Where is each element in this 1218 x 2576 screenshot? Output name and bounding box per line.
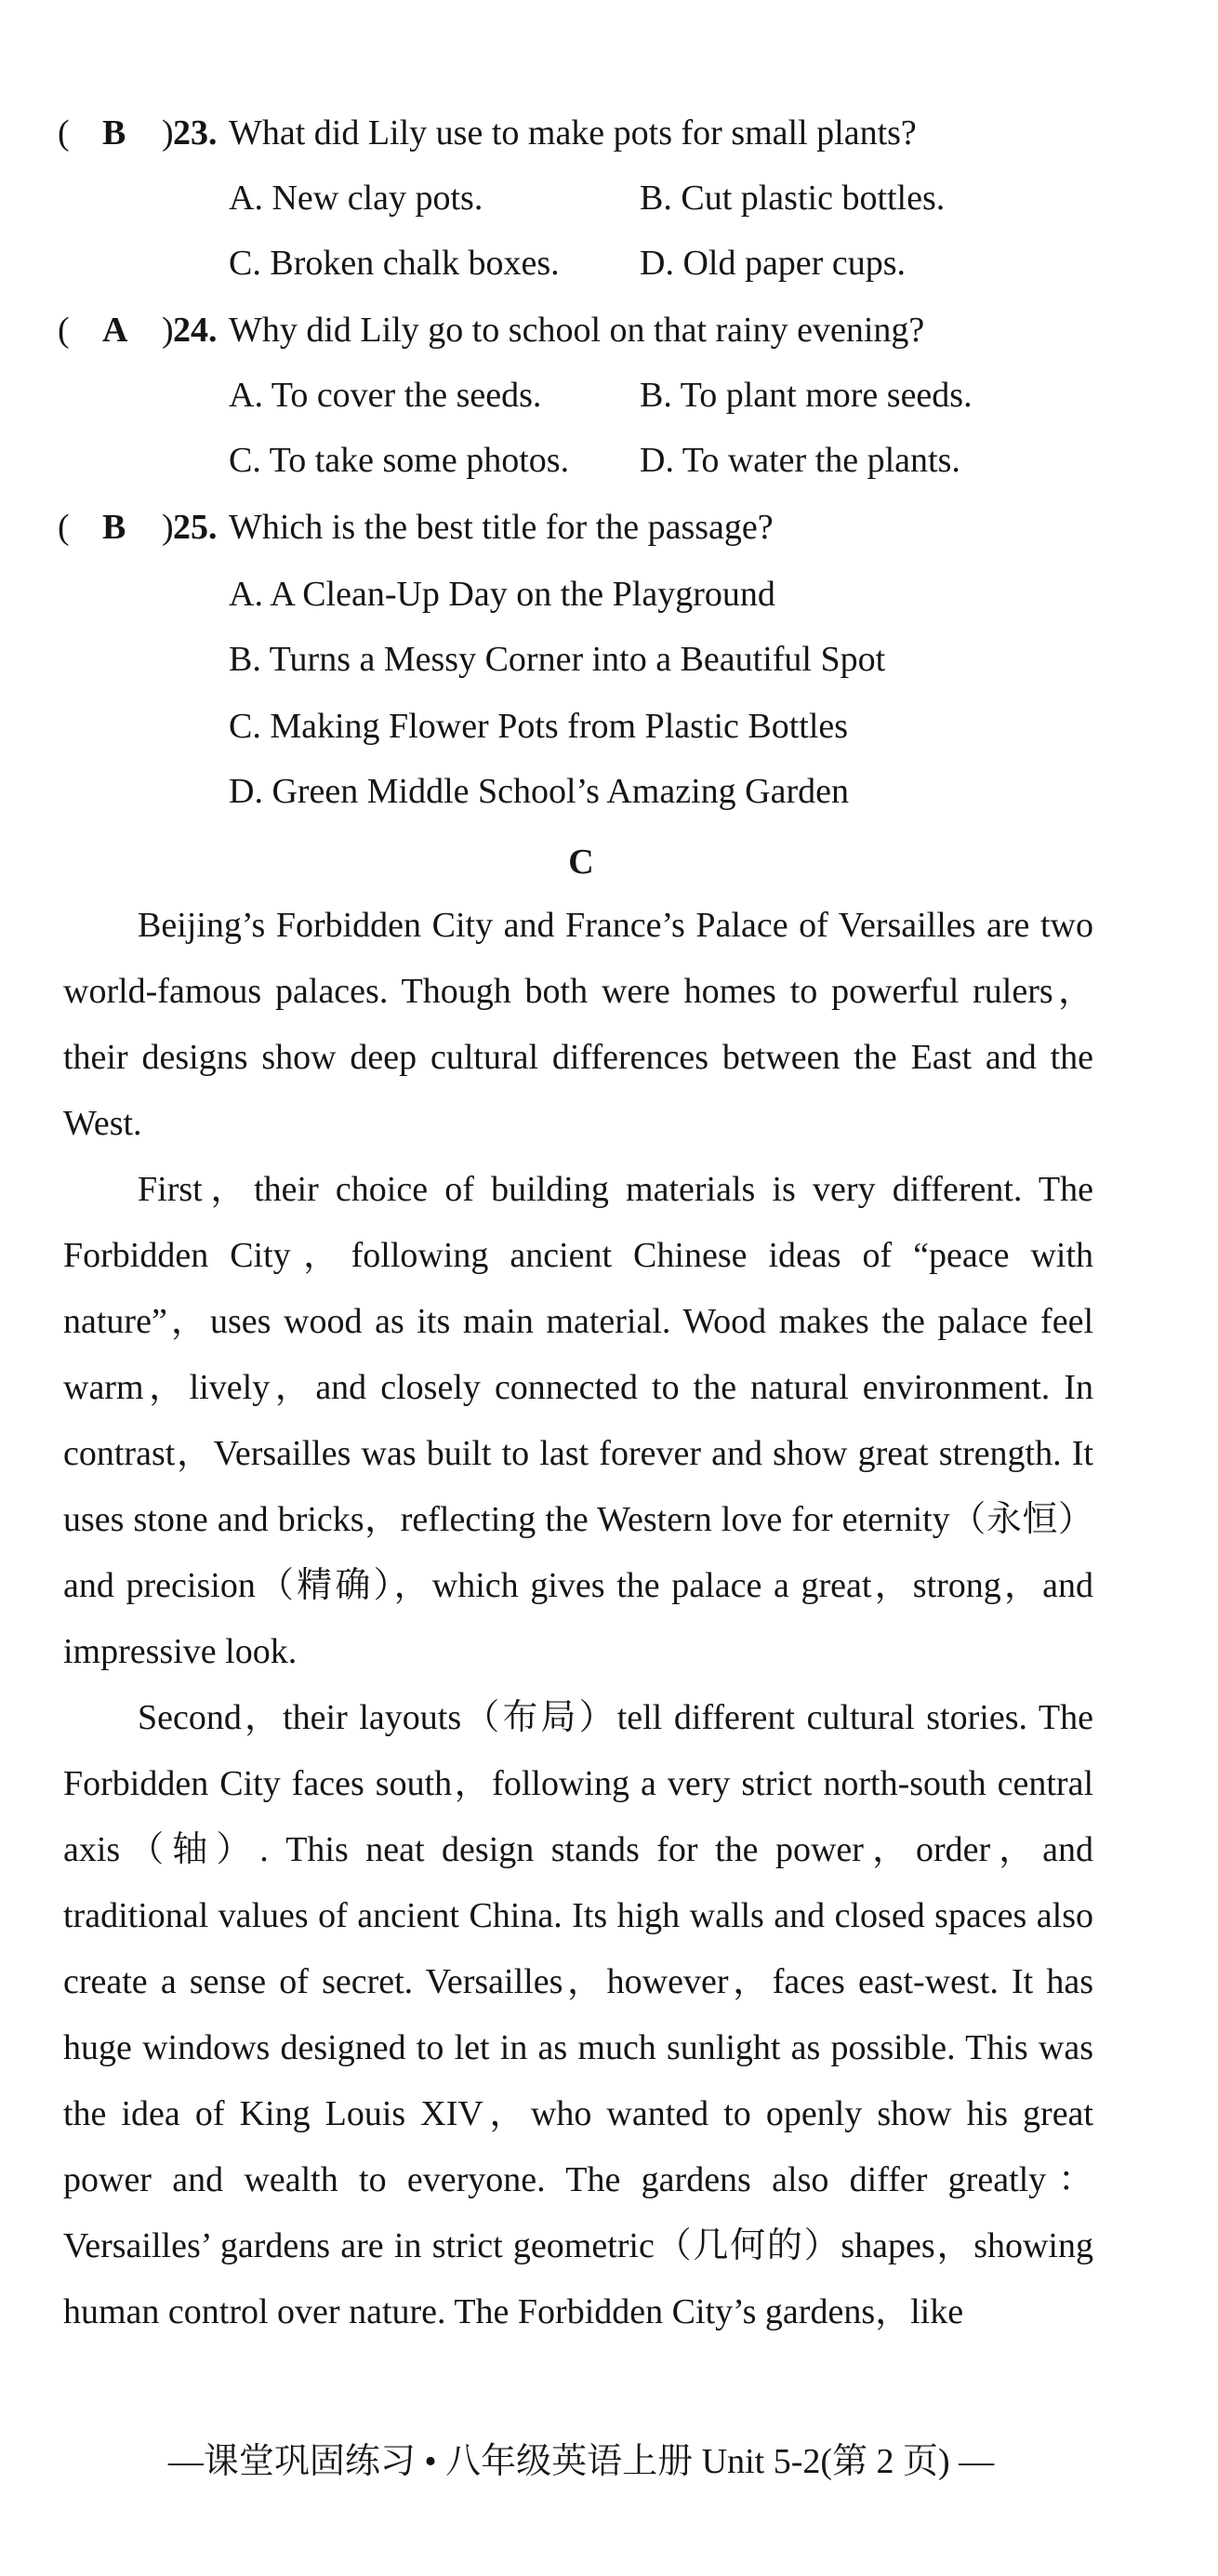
option-d: D. To water the plants. [640, 441, 960, 480]
option-c: C. To take some photos. [229, 441, 570, 480]
question-number: 25. [173, 508, 218, 547]
question-number: 23. [173, 113, 218, 153]
passage-paragraph: First，their choice of building materials is very different. The Forbidden City，following ancient Chinese ideas of “peace with nature”，uses wood as its main material. Wood makes the palace feel warm，lively，and closely connected to the natural environment. In contrast，Versailles was built to last forever and show great strength. It uses stone and bricks，reflecting the Western love for eternity（永恒）and precision（精确），which gives the palace a great，strong，and impressive look. [63, 1170, 1093, 1671]
question-stem: Why did Lily go to school on that rainy evening? [229, 311, 925, 350]
answer-paren-open: ( [58, 113, 70, 153]
answer-letter: B [102, 113, 126, 153]
option-d: D. Green Middle School’s Amazing Garden [229, 772, 849, 811]
option-b: B. Turns a Messy Corner into a Beautiful Spot [229, 640, 886, 679]
reading-passage [63, 893, 1093, 2345]
option-d: D. Old paper cups. [640, 244, 906, 283]
page-footer: —课堂巩固练习 • 八年级英语上册 Unit 5-2(第 2 页) — [167, 2442, 995, 2481]
answer-paren-close: ) [162, 311, 174, 350]
answer-paren-close: ) [162, 113, 174, 153]
answer-paren-close: ) [162, 508, 174, 547]
question-23 [58, 100, 1173, 166]
option-b: B. To plant more seeds. [640, 376, 973, 415]
question-stem: What did Lily use to make pots for small plants? [229, 113, 917, 153]
question-stem: Which is the best title for the passage? [229, 508, 774, 547]
option-a: A. New clay pots. [229, 179, 483, 218]
question-number: 24. [173, 311, 218, 350]
passage-paragraph: Beijing’s Forbidden City and France’s Palace of Versailles are two world-famous palaces. Though both were homes to powerful rulers，their designs show deep cultural differences between the East and the West. [63, 906, 1093, 1143]
passage-paragraph: Second，their layouts（布局）tell different cultural stories. The Forbidden City faces south，following a very strict north-south central axis（轴）. This neat design stands for the power，order，and traditional values of ancient China. Its high walls and closed spaces also create a sense of secret. Versailles，however，faces east-west. It has huge windows designed to let in as much sunlight as possible. This was the idea of King Louis XIV，who wanted to openly show his great power and wealth to everyone. The gardens also differ greatly：Versailles’ gardens are in strict geometric（几何的）shapes，showing human control over nature. The Forbidden City’s gardens，like [63, 1698, 1093, 2331]
option-c: C. Making Flower Pots from Plastic Bottles [229, 707, 849, 746]
section-title: C [568, 843, 594, 882]
answer-letter: A [102, 311, 128, 350]
answer-paren-open: ( [58, 508, 70, 547]
answer-paren-open: ( [58, 311, 70, 350]
option-b: B. Cut plastic bottles. [640, 179, 946, 218]
question-25 [58, 495, 1173, 560]
option-a: A. A Clean-Up Day on the Playground [229, 575, 775, 614]
option-a: A. To cover the seeds. [229, 376, 542, 415]
option-c: C. Broken chalk boxes. [229, 244, 560, 283]
answer-letter: B [102, 508, 126, 547]
question-24 [58, 298, 1173, 363]
